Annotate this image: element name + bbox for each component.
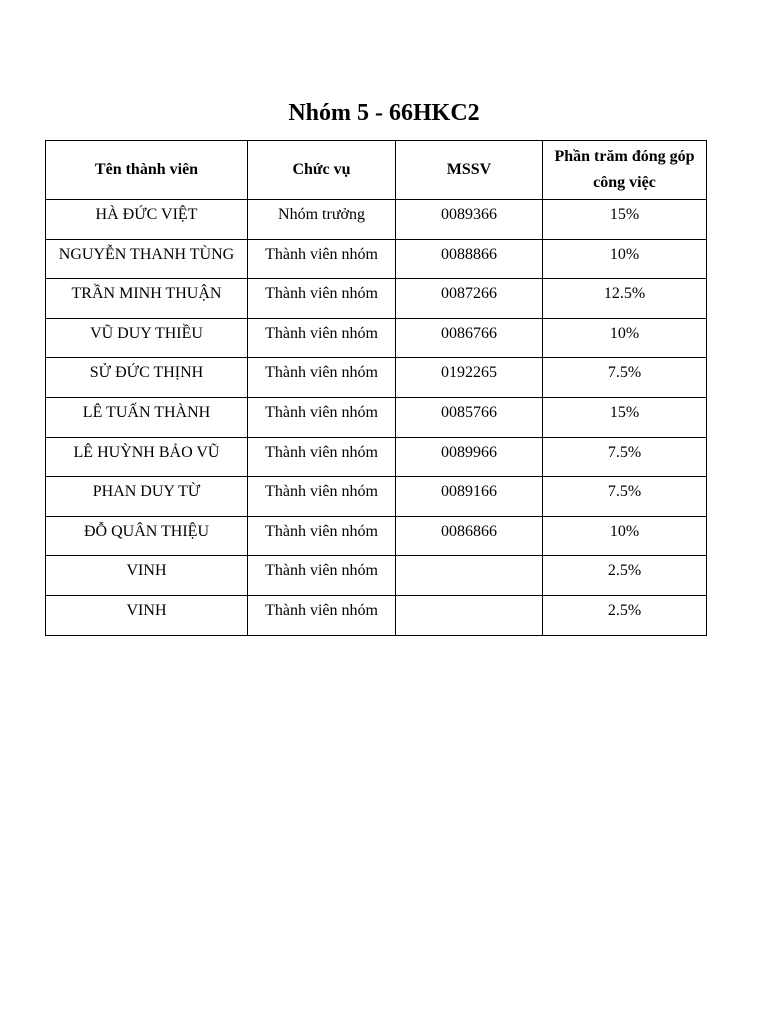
table-row: [46, 200, 707, 240]
cell-member-name: SỬ ĐỨC THỊNH: [46, 358, 248, 398]
cell-contribution-percent: 10%: [543, 239, 707, 279]
cell-role: Thành viên nhóm: [248, 239, 396, 279]
cell-role: Thành viên nhóm: [248, 556, 396, 596]
table-row: [46, 477, 707, 517]
document-title: Nhóm 5 - 66HKC2: [288, 100, 480, 126]
table-row: [46, 397, 707, 437]
cell-contribution-percent: 2.5%: [543, 556, 707, 596]
table-row: [46, 437, 707, 477]
cell-role: Thành viên nhóm: [248, 477, 396, 517]
cell-member-name: PHAN DUY TỪ: [46, 477, 248, 517]
cell-member-name: TRẦN MINH THUẬN: [46, 279, 248, 319]
members-table: [45, 140, 707, 636]
cell-contribution-percent: 10%: [543, 516, 707, 556]
cell-member-name: NGUYỄN THANH TÙNG: [46, 239, 248, 279]
table-row: [46, 516, 707, 556]
table-row: [46, 279, 707, 319]
table-row: [46, 556, 707, 596]
cell-role: Thành viên nhóm: [248, 358, 396, 398]
header-member-name: Tên thành viên: [46, 141, 248, 200]
cell-role: Thành viên nhóm: [248, 595, 396, 635]
cell-role: Thành viên nhóm: [248, 397, 396, 437]
cell-role: Nhóm trưởng: [248, 200, 396, 240]
cell-student-id: 0089366: [396, 200, 543, 240]
cell-student-id: 0089166: [396, 477, 543, 517]
cell-member-name: VINH: [46, 556, 248, 596]
cell-student-id: 0086766: [396, 318, 543, 358]
cell-role: Thành viên nhóm: [248, 279, 396, 319]
cell-member-name: VINH: [46, 595, 248, 635]
cell-student-id: 0086866: [396, 516, 543, 556]
cell-member-name: HÀ ĐỨC VIỆT: [46, 200, 248, 240]
cell-member-name: VŨ DUY THIỀU: [46, 318, 248, 358]
cell-contribution-percent: 15%: [543, 200, 707, 240]
table-row: [46, 595, 707, 635]
cell-role: Thành viên nhóm: [248, 516, 396, 556]
cell-contribution-percent: 2.5%: [543, 595, 707, 635]
table-row: [46, 318, 707, 358]
cell-member-name: ĐỖ QUÂN THIỆU: [46, 516, 248, 556]
cell-student-id: 0085766: [396, 397, 543, 437]
cell-student-id: 0192265: [396, 358, 543, 398]
header-student-id: MSSV: [396, 141, 543, 200]
cell-student-id: 0089966: [396, 437, 543, 477]
table-row: [46, 239, 707, 279]
cell-contribution-percent: 7.5%: [543, 437, 707, 477]
header-role: Chức vụ: [248, 141, 396, 200]
cell-contribution-percent: 7.5%: [543, 477, 707, 517]
cell-role: Thành viên nhóm: [248, 318, 396, 358]
cell-student-id: 0087266: [396, 279, 543, 319]
table-row: [46, 358, 707, 398]
header-contribution-percent: [543, 141, 707, 200]
cell-student-id: [396, 556, 543, 596]
cell-role: Thành viên nhóm: [248, 437, 396, 477]
header-contribution-line2: công việc: [593, 174, 656, 191]
cell-contribution-percent: 7.5%: [543, 358, 707, 398]
cell-contribution-percent: 15%: [543, 397, 707, 437]
cell-contribution-percent: 12.5%: [543, 279, 707, 319]
cell-member-name: LÊ TUẤN THÀNH: [46, 397, 248, 437]
cell-student-id: [396, 595, 543, 635]
table-header-row: [46, 141, 707, 200]
header-contribution-line1: Phần trăm đóng góp: [554, 148, 695, 165]
cell-contribution-percent: 10%: [543, 318, 707, 358]
cell-member-name: LÊ HUỲNH BẢO VŨ: [46, 437, 248, 477]
cell-student-id: 0088866: [396, 239, 543, 279]
